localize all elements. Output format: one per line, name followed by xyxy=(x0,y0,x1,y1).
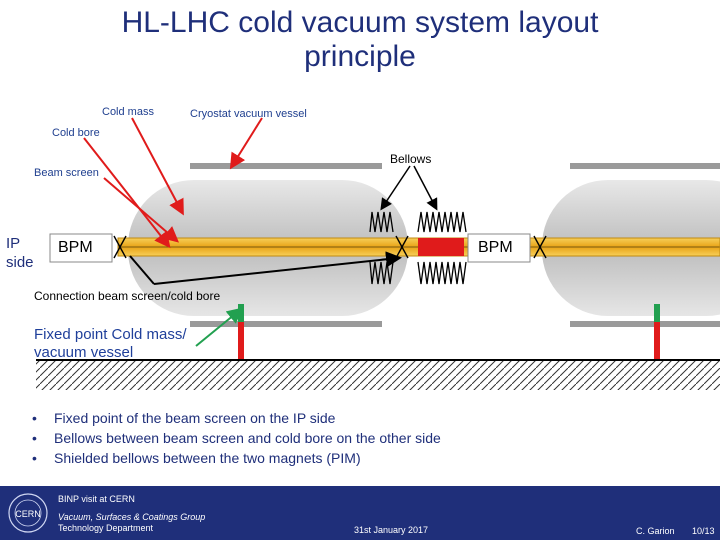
fixed-point-green-right xyxy=(654,304,660,322)
label-bpm-left: BPM xyxy=(58,239,93,256)
label-cold-mass: Cold mass xyxy=(102,106,154,118)
label-bellows: Bellows xyxy=(390,152,432,166)
footer-page-number: 10/13 xyxy=(692,526,715,536)
title-line-2: principle xyxy=(304,40,416,73)
label-bpm-right: BPM xyxy=(478,239,513,256)
bullet-list xyxy=(28,408,441,468)
ip-side-line-2: side xyxy=(6,254,34,271)
bullet-item: • Fixed point of the beam screen on the IP side xyxy=(28,408,441,428)
flange-bottom-right xyxy=(570,321,720,327)
flange-top-right xyxy=(570,163,720,169)
label-fixed-point: Fixed point Cold mass/ vacuum vessel xyxy=(34,326,187,361)
footer-department: Technology Department xyxy=(58,523,154,533)
ip-side-line-1: IP xyxy=(6,235,21,252)
footer-date: 31st January 2017 xyxy=(354,525,429,535)
bullet-item: • Bellows between beam screen and cold bore on the other side xyxy=(28,428,441,448)
fixed-point-red-left xyxy=(238,322,244,360)
footer-event: BINP visit at CERN xyxy=(58,494,135,504)
cern-logo-text: CERN xyxy=(15,509,41,519)
label-cryostat-vessel: Cryostat vacuum vessel xyxy=(190,108,307,120)
title-line-1: HL-LHC cold vacuum system layout xyxy=(121,6,599,39)
label-beam-screen: Beam screen xyxy=(34,167,99,179)
ground-hatch xyxy=(36,360,720,390)
slide-title xyxy=(0,6,720,74)
shielded-bellows-pim xyxy=(418,238,464,256)
bullet-item: • Shielded bellows between the two magnets (PIM) xyxy=(28,448,441,468)
footer-bar xyxy=(0,486,720,540)
label-ip-side xyxy=(6,234,34,272)
label-cold-bore: Cold bore xyxy=(52,127,100,139)
fixed-point-green-left xyxy=(238,304,244,322)
footer-group: Vacuum, Surfaces & Coatings Group xyxy=(58,512,206,522)
footer-author: C. Garion xyxy=(636,526,675,536)
label-connection: Connection beam screen/cold bore xyxy=(34,289,221,303)
flange-top-left xyxy=(190,163,382,169)
cern-logo xyxy=(6,492,50,534)
fixed-point-red-right xyxy=(654,322,660,360)
